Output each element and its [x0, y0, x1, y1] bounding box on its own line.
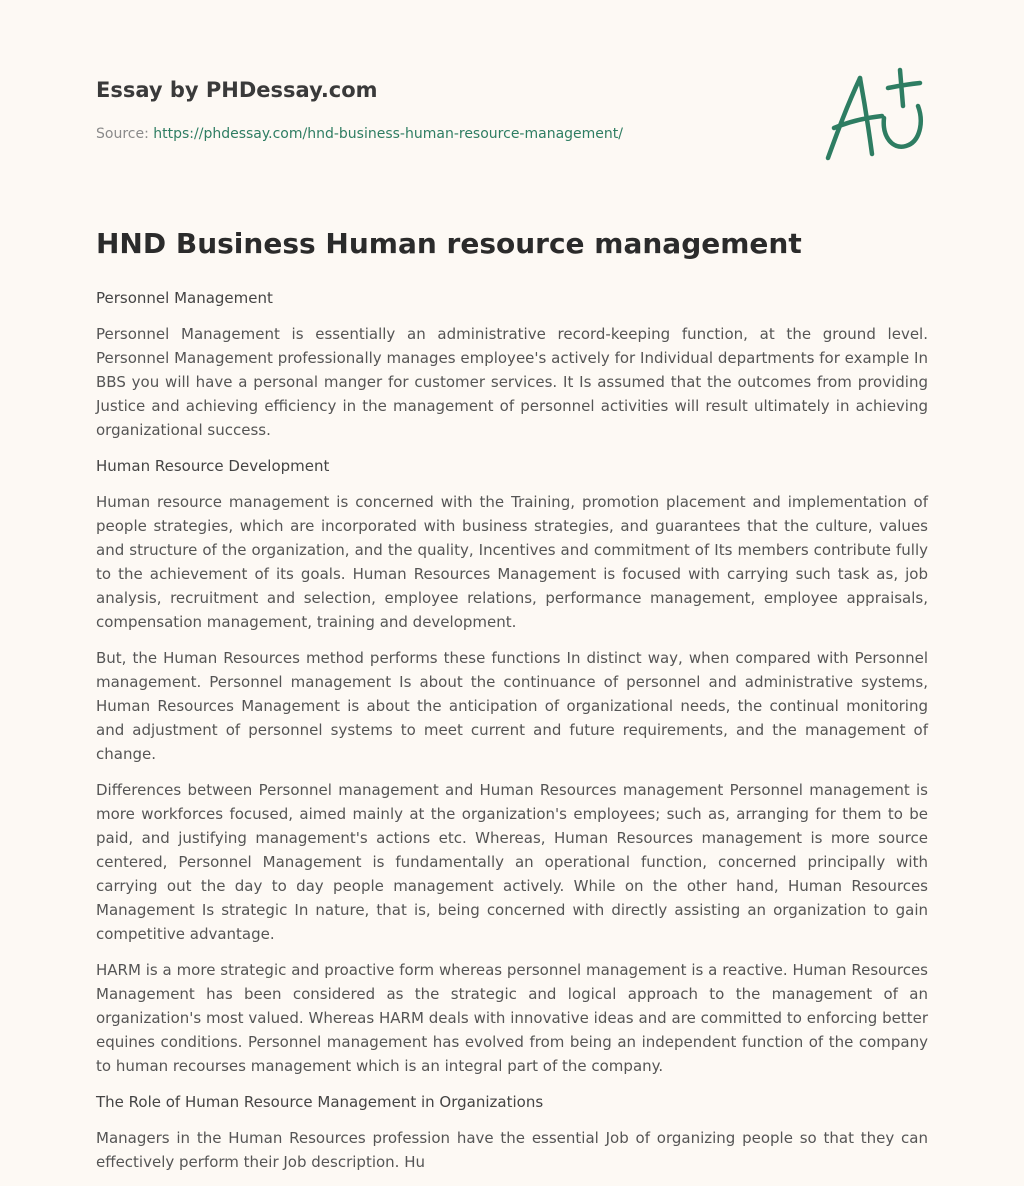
a-plus-logo-svg [820, 66, 930, 166]
source-link[interactable]: https://phdessay.com/hnd-business-human-resource-management/ [153, 126, 623, 142]
site-title: Essay by PHDessay.com [96, 78, 378, 102]
paragraph: HARM is a more strategic and proactive form whereas personnel management is a reactive. Human Resources Management has been considered as the strategic and logical approach to the management of an organization's most valued. Whereas HARM deals with innovative ideas and are committed to enforcing better equines conditions. Personnel management has evolved from being an independent function of the company to human recourses management which is an integral part of the company. [96, 961, 928, 1075]
essay-title: HND Business Human resource management [96, 227, 802, 260]
paragraph: Managers in the Human Resources profession have the essential Job of organizing people so that they can effectively perform their Job description. Hu [96, 1129, 928, 1171]
source-label: Source: [96, 126, 154, 142]
section-heading-role-of-hrm: The Role of Human Resource Management in Organizations [96, 1093, 544, 1111]
essay-content [96, 224, 928, 1186]
source-line [96, 124, 816, 144]
paragraph: Differences between Personnel management and Human Resources management Personnel management is more workforces focused, aimed mainly at the organization's employees; such as, arranging for them to be paid, and justifying management's actions etc. Whereas, Human Resources management is more source centered, Personnel Management is fundamentally an operational function, concerned principally with carrying out the day to day people management actively. While on the other hand, Human Resources Management Is strategic In nature, that is, being concerned with directly assisting an organization to gain competitive advantage. [96, 781, 928, 943]
paragraph: But, the Human Resources method performs these functions In distinct way, when compared with Personnel management. Personnel management Is about the continuance of personnel and administrative systems, Human Resources Management is about the anticipation of organizational needs, the continual monitoring and adjustment of personnel systems to meet current and future requirements, and the management of change. [96, 649, 928, 763]
a-plus-logo-icon [820, 66, 930, 166]
paragraph: Personnel Management is essentially an administrative record-keeping function, at the ground level. Personnel Management professionally manages employee's actively for Individual departments for example In BBS you will have a personal manger for customer services. It Is assumed that the outcomes from providing Justice and achieving efficiency in the management of personnel activities will result ultimately in achieving organizational success. [96, 325, 928, 439]
page-header [96, 76, 816, 144]
section-heading-hr-development: Human Resource Development [96, 457, 330, 475]
paragraph: Human resource management is concerned with the Training, promotion placement and implementation of people strategies, which are incorporated with business strategies, and guarantees that the culture, values and structure of the organization, and the quality, Incentives and commitment of Its members contribute fully to the achievement of its goals. Human Resources Management is focused with carrying such task as, job analysis, recruitment and selection, employee relations, performance management, employee appraisals, compensation management, training and development. [96, 493, 928, 631]
section-heading-personnel-management: Personnel Management [96, 289, 273, 307]
